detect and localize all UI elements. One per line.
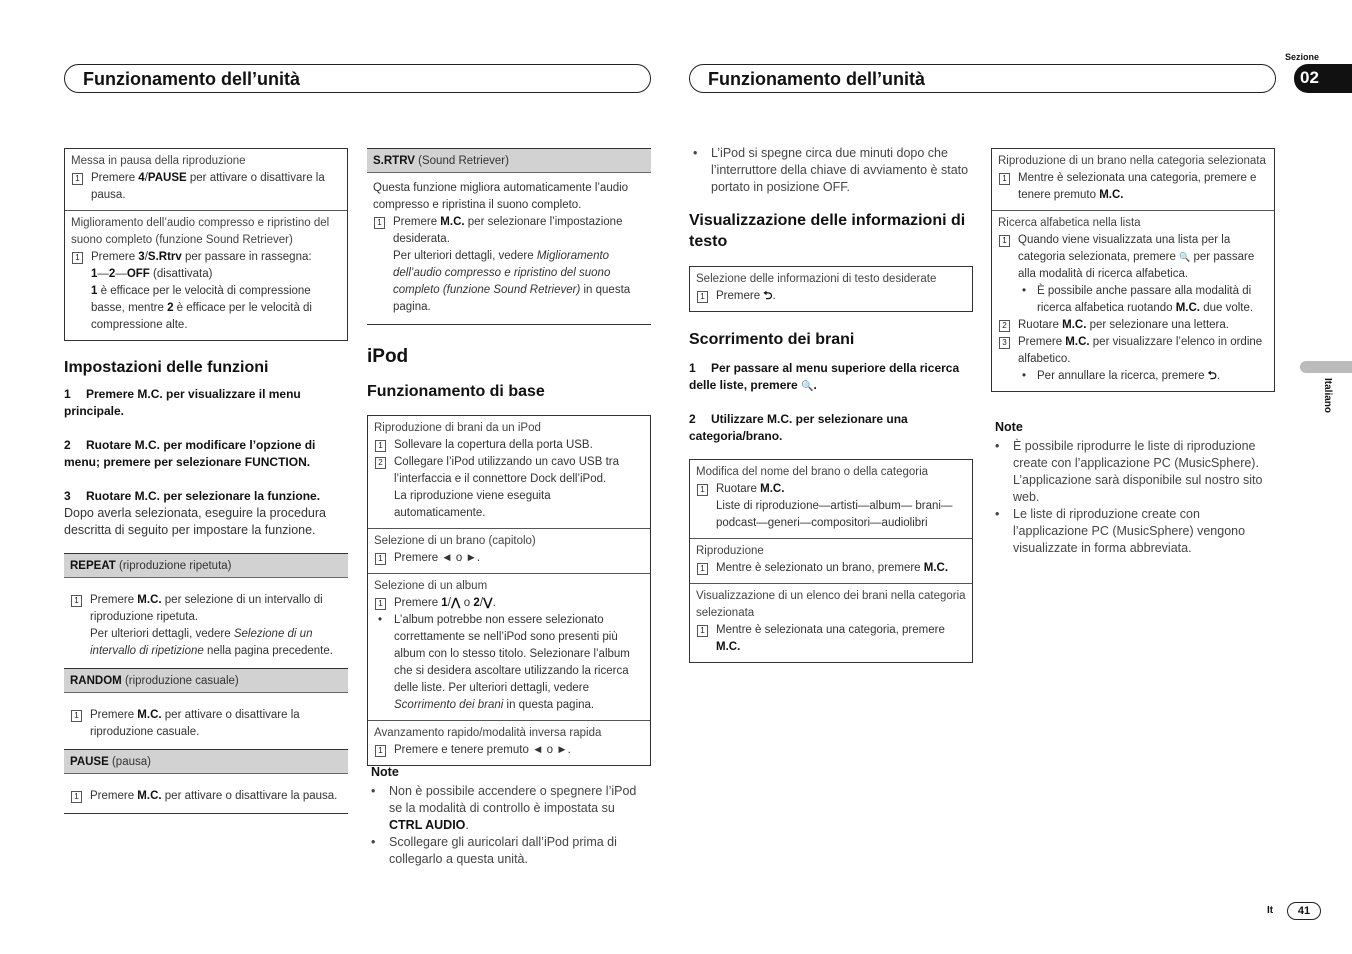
scroll-step-1 xyxy=(689,360,973,395)
bullet xyxy=(998,368,1268,385)
cell-title: Ricerca alfabetica nella lista xyxy=(998,217,1141,229)
step xyxy=(71,170,341,204)
cell-title: Riproduzione di brani da un iPod xyxy=(374,422,541,434)
text: Sollevare la copertura della porta USB. xyxy=(394,439,593,451)
text: per attivare o disattivare la pausa. xyxy=(91,172,325,201)
text: per attivare o disattivare la pausa. xyxy=(161,790,338,802)
step xyxy=(70,592,342,660)
key: M.C. xyxy=(440,216,465,228)
text: Premere xyxy=(90,709,138,721)
up-icon: ⋀ xyxy=(450,597,461,609)
repeat-row xyxy=(64,578,348,668)
text: Premere e tenere premuto ◄ o ►. xyxy=(394,744,571,756)
step xyxy=(373,214,645,316)
text: Selezione di un intervallo di ripetizione xyxy=(90,628,313,657)
section-heading: Impostazioni delle funzioni xyxy=(64,359,269,376)
search-icon: 🔍 xyxy=(801,381,814,392)
text: per selezione di un intervallo di riproduzione ripetuta. xyxy=(90,594,323,623)
key: M.C. xyxy=(137,709,162,721)
text: 2 xyxy=(108,268,116,280)
cell-title: Visualizzazione di un elenco dei brani nella categoria selezionata xyxy=(696,590,966,619)
pause-cell xyxy=(65,149,347,210)
cell-title: Modifica del nome del brano o della categoria xyxy=(696,466,929,478)
bullet-dot: • xyxy=(1022,370,1027,382)
step xyxy=(374,437,644,454)
category-box xyxy=(991,148,1275,392)
text: Ruotare xyxy=(716,483,761,495)
key: M.C. xyxy=(716,641,741,653)
text: è efficace per le velocità di compressione alte. xyxy=(91,302,312,331)
step xyxy=(374,550,644,567)
text: Collegare l’iPod utilizzando un cavo USB tra l’interfaccia e il connettore Dock dell’iPod. xyxy=(394,456,620,485)
cell-title: Messa in pausa della riproduzione xyxy=(71,155,246,167)
text: per passare in rassegna: xyxy=(181,251,312,263)
text: OFF xyxy=(126,268,150,280)
cell-title: Avanzamento rapido/modalità inversa rapida xyxy=(374,727,602,739)
text-info-heading: Visualizzazione delle informazioni di testo xyxy=(689,212,966,250)
text: S.RTRV xyxy=(373,155,415,167)
ipod-play-cell xyxy=(368,416,650,528)
cell-title: Selezione delle informazioni di testo desiderate xyxy=(696,273,937,285)
text: . xyxy=(772,290,776,302)
step-number: 1 xyxy=(375,440,386,452)
category-play-cell xyxy=(992,149,1274,210)
note-item xyxy=(991,506,1275,557)
text: due volte. xyxy=(1200,302,1254,314)
key: 4 xyxy=(138,172,145,184)
bullet-dot: • xyxy=(378,614,383,626)
step-number: 1 xyxy=(375,745,386,757)
ipod-heading: iPod xyxy=(367,346,409,367)
text: . xyxy=(813,378,817,392)
right-page-header xyxy=(689,64,1276,93)
back-icon: ⮌ xyxy=(1207,370,1217,382)
text: è efficace per le velocità di compressione basse, mentre xyxy=(91,285,311,314)
section-number-tab xyxy=(1294,64,1352,93)
text: Scollegare gli auricolari dall’iPod prima di collegarlo a questa unità. xyxy=(389,835,617,866)
text: La riproduzione viene eseguita automaticamente. xyxy=(394,490,551,519)
text: Quando viene visualizzata una lista per la categoria selezionata, premere xyxy=(1018,234,1231,263)
text: — xyxy=(97,268,109,280)
right-header-title: Funzionamento dell’unità xyxy=(708,69,925,89)
key: M.C. xyxy=(760,483,785,495)
srtrv-table xyxy=(367,148,651,325)
soundretriever-cell xyxy=(65,210,347,340)
random-row xyxy=(64,693,348,749)
step-number: 1 xyxy=(999,173,1010,185)
text-info-box xyxy=(689,266,973,312)
step xyxy=(70,707,342,741)
key: M.C. xyxy=(1175,302,1200,314)
text: / xyxy=(144,251,148,263)
step-number: 1 xyxy=(697,484,708,496)
sequence xyxy=(71,266,341,283)
step-number: 1 xyxy=(72,173,83,185)
browse-cell xyxy=(690,460,972,538)
text: . xyxy=(1216,370,1221,382)
ipod-off-bullet xyxy=(689,145,973,196)
step-number: 1 xyxy=(71,710,82,722)
notes-heading: Note xyxy=(371,765,399,779)
step xyxy=(998,334,1268,368)
step xyxy=(71,249,341,266)
step-number: 3 xyxy=(999,337,1010,349)
text: (riproduzione ripetuta) xyxy=(115,560,232,572)
text: . xyxy=(492,597,496,609)
text: per selezionare una lettera. xyxy=(1086,319,1229,331)
text: per attivare o disattivare la riproduzione casuale. xyxy=(90,709,300,738)
key: S.Rtrv xyxy=(147,251,182,263)
text: / xyxy=(144,172,148,184)
text: per selezionare l’impostazione desiderata. xyxy=(393,216,623,245)
note-item xyxy=(991,438,1275,506)
step-number: 3 xyxy=(64,489,71,503)
cell-title: Selezione di un album xyxy=(374,580,488,592)
text: Per passare al menu superiore della ricerca delle liste, premere xyxy=(689,361,960,392)
text: / xyxy=(447,597,451,609)
step xyxy=(70,788,342,805)
step xyxy=(374,454,644,522)
text: Per ulteriori dettagli, vedere xyxy=(90,628,234,640)
step-3 xyxy=(64,488,348,505)
text: È possibile anche passare alla modalità di ricerca alfabetica ruotando xyxy=(1037,285,1252,314)
text: Per ulteriori dettagli, vedere xyxy=(393,250,537,262)
pause-row xyxy=(64,774,348,813)
step-number: 2 xyxy=(689,412,696,426)
alpha-search-cell xyxy=(992,210,1274,391)
text: Premere xyxy=(91,172,139,184)
step xyxy=(374,742,644,759)
notes-heading: Note xyxy=(995,420,1023,434)
key: 3 xyxy=(138,251,145,263)
key: M.C. xyxy=(1062,319,1087,331)
notes-list xyxy=(991,438,1275,557)
key: M.C. xyxy=(137,790,162,802)
text: Premere xyxy=(91,251,139,263)
section-label: Sezione xyxy=(1285,52,1320,62)
step xyxy=(374,595,644,612)
key: 2 xyxy=(473,597,480,609)
random-header xyxy=(64,668,348,693)
text: 1 xyxy=(91,268,98,280)
text: Premere xyxy=(1018,336,1066,348)
text: L’album potrebbe non essere selezionato correttamente se nell’iPod sono presenti più album con lo stesso titolo. Selezionare l’album che si desidera ascoltare utilizzando la ricerca delle liste. Per ulteriori dettagli, vedere xyxy=(394,614,630,694)
text: Le liste di riproduzione create con l’applicazione PC (MusicSphere) vengono visualizzate in forma abbreviata. xyxy=(1013,507,1246,555)
text: . xyxy=(465,818,469,832)
key: M.C. xyxy=(1065,336,1090,348)
page-number: 41 xyxy=(1287,902,1321,920)
text: Ruotare M.C. per selezionare la funzione. xyxy=(86,489,321,503)
step xyxy=(696,622,966,656)
language-label: Italiano xyxy=(1322,378,1333,414)
step xyxy=(998,170,1268,204)
step-number: 1 xyxy=(71,595,82,607)
step-number: 1 xyxy=(999,235,1010,247)
text: L’iPod si spegne circa due minuti dopo che l’interruttore della chiave di avviamento è stato portato in posizione OFF. xyxy=(711,146,969,194)
bullet xyxy=(998,283,1268,317)
step-number: 1 xyxy=(71,791,82,803)
cell-title: Riproduzione di un brano nella categoria selezionata xyxy=(998,155,1266,167)
text: Mentre è selezionato un brano, premere xyxy=(716,562,924,574)
step-number: 1 xyxy=(64,387,71,401)
note-item xyxy=(367,783,651,834)
step xyxy=(998,317,1268,334)
text: (riproduzione casuale) xyxy=(121,675,239,687)
step-number: 1 xyxy=(697,291,708,303)
text: in questa pagina. xyxy=(503,699,595,711)
browse-box xyxy=(689,459,973,663)
text: Ruotare M.C. per modificare l’opzione di menu; premere per selezionare FUNCTION. xyxy=(64,438,316,469)
album-select-cell xyxy=(368,573,650,720)
text: per passare alla modalità di ricerca alfabetica. xyxy=(1018,251,1255,280)
language-tab xyxy=(1300,361,1352,373)
section-number: 02 xyxy=(1300,68,1319,87)
note-item xyxy=(367,834,651,868)
category-list-cell xyxy=(690,583,972,662)
step xyxy=(696,481,966,532)
step xyxy=(696,288,966,305)
step-number: 1 xyxy=(72,252,83,264)
left-page-header xyxy=(64,64,651,93)
step-number: 1 xyxy=(697,563,708,575)
cell-title: Selezione di un brano (capitolo) xyxy=(374,535,536,547)
key: M.C. xyxy=(923,562,949,574)
key: PAUSE xyxy=(147,172,187,184)
key: M.C. xyxy=(137,594,162,606)
text: Premere xyxy=(394,597,442,609)
text: per visualizzare l’elenco in ordine alfabetico. xyxy=(1018,336,1263,365)
srtrv-description: Questa funzione migliora automaticamente l’audio compresso e ripristina il suono completo. xyxy=(373,182,629,211)
text: 2 xyxy=(167,302,174,314)
step xyxy=(696,560,966,577)
text: Premere xyxy=(716,290,764,302)
cell-title: Riproduzione xyxy=(696,545,764,557)
step-1 xyxy=(64,386,348,420)
text-info-cell xyxy=(690,267,972,311)
text: — xyxy=(115,268,127,280)
text: Ruotare xyxy=(1018,319,1063,331)
step-number: 1 xyxy=(374,217,385,229)
step-3-text: Dopo averla selezionata, eseguire la procedura descritta di seguito per impostare la funzione. xyxy=(64,506,326,537)
play-cell xyxy=(690,538,972,583)
text: / xyxy=(479,597,484,609)
step-number: 1 xyxy=(689,361,696,375)
left-header-title: Funzionamento dell’unità xyxy=(83,69,300,89)
fast-forward-cell xyxy=(368,720,650,765)
text: È possibile riprodurre le liste di riproduzione create con l’applicazione PC (MusicSphere). L’applicazione sarà disponibile sul nostro sito web. xyxy=(1013,439,1263,504)
text: Utilizzare M.C. per selezionare una categoria/brano. xyxy=(689,412,908,443)
srtrv-header xyxy=(367,148,651,173)
text: (Sound Retriever) xyxy=(414,155,509,167)
bullet-dot: • xyxy=(1022,285,1027,297)
bullet xyxy=(374,612,644,714)
notes-list xyxy=(367,783,651,868)
key: M.C. xyxy=(1099,189,1124,201)
text: (pausa) xyxy=(108,756,151,768)
track-select-cell xyxy=(368,528,650,573)
cell-title: Miglioramento dell’audio compresso e ripristino del suono completo (funzione Sound Retriever) xyxy=(71,217,330,246)
srtrv-row xyxy=(367,173,651,324)
down-icon: ⋁ xyxy=(483,597,493,609)
back-icon: ⮌ xyxy=(763,290,773,302)
key: CTRL AUDIO xyxy=(389,818,466,832)
scroll-heading: Scorrimento dei brani xyxy=(689,331,855,348)
function-table xyxy=(64,553,348,814)
ipod-base-box xyxy=(367,415,651,766)
text: Premere xyxy=(90,594,138,606)
search-icon: 🔍 xyxy=(1179,252,1191,262)
repeat-header xyxy=(64,553,348,578)
step-number: 2 xyxy=(999,320,1010,332)
step-number: 2 xyxy=(64,438,71,452)
footer-language-code: It xyxy=(1267,905,1274,916)
text: Premere ◄ o ►. xyxy=(394,552,481,564)
step-number: 1 xyxy=(375,598,386,610)
text: 1 xyxy=(91,285,98,297)
step-2 xyxy=(64,437,348,471)
key: 1 xyxy=(441,597,448,609)
text: Liste di riproduzione—artisti—album— brani—podcast—generi—compositori—audiolibri xyxy=(716,500,953,529)
pause-soundretriever-box xyxy=(64,148,348,341)
text: Premere M.C. per visualizzare il menu principale. xyxy=(64,387,301,418)
text: Premere xyxy=(90,790,138,802)
text: o xyxy=(460,597,474,609)
base-heading: Funzionamento di base xyxy=(367,383,545,400)
text: Premere xyxy=(393,216,441,228)
text: RANDOM xyxy=(70,675,122,687)
text: in questa pagina. xyxy=(393,284,631,313)
text: Non è possibile accendere o spegnere l’iPod se la modalità di controllo è impostata su xyxy=(389,784,637,815)
step-number: 1 xyxy=(375,553,386,565)
text: REPEAT xyxy=(70,560,116,572)
step xyxy=(998,232,1268,283)
text: Mentre è selezionata una categoria, premere xyxy=(716,624,945,636)
text: PAUSE xyxy=(70,756,109,768)
text: Per annullare la ricerca, premere xyxy=(1037,370,1208,382)
text: Miglioramento dell’audio compresso e ripristino del suono completo (funzione Sound Retriever) xyxy=(393,250,611,296)
text: (disattivata) xyxy=(149,268,213,280)
explanation xyxy=(71,283,341,334)
pause-header xyxy=(64,749,348,774)
scroll-step-2 xyxy=(689,411,973,445)
step-number: 1 xyxy=(697,625,708,637)
text: Mentre è selezionata una categoria, premere e tenere premuto xyxy=(1018,172,1257,201)
step-number: 2 xyxy=(375,457,386,469)
text: Scorrimento dei brani xyxy=(394,699,504,711)
text: nella pagina precedente. xyxy=(203,645,333,657)
